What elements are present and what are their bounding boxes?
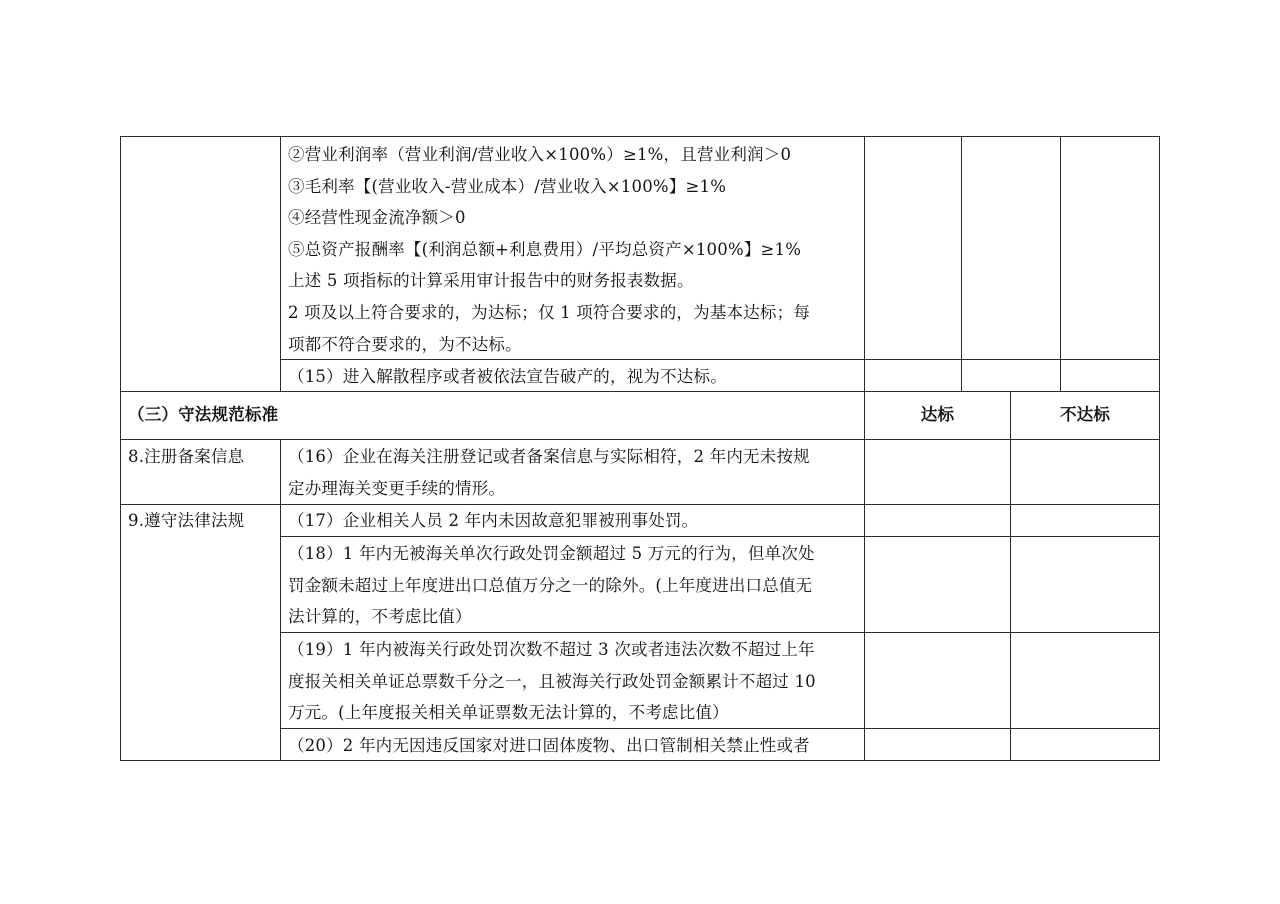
criterion-18-line: 罚金额未超过上年度进出口总值万分之一的除外。(上年度进出口总值无 [288, 575, 813, 595]
col-header-fail: 不达标 [1059, 405, 1111, 424]
criteria-line: 上述 5 项指标的计算采用审计报告中的财务报表数据。 [288, 271, 694, 291]
row-divider [120, 439, 1160, 440]
criterion-19-line: 度报关相关单证总票数千分之一，且被海关行政处罚金额累计不超过 10 [288, 671, 816, 691]
criterion-18-line: （18）1 年内无被海关单次行政处罚金额超过 5 万元的行为，但单次处 [288, 544, 815, 563]
criterion-18-line: 法计算的，不考虑比值） [288, 607, 472, 627]
col-header-pass: 达标 [920, 405, 955, 424]
table-right-border [1159, 136, 1160, 761]
criteria-line: 2 项及以上符合要求的，为达标；仅 1 项符合要求的，为基本达标；每 [288, 303, 811, 322]
item-label-9: 9.遵守法律法规 [128, 511, 245, 530]
criterion-19-line: （19）1 年内被海关行政处罚次数不超过 3 次或者违法次数不超过上年 [288, 640, 815, 659]
col-divider [280, 439, 281, 761]
col-divider [961, 136, 962, 392]
criteria-line: ③毛利率【(营业收入-营业成本）/营业收入×100%】≥1% [288, 176, 727, 196]
criterion-16-line: 定办理海关变更手续的情形。 [288, 479, 506, 498]
col-divider [1060, 136, 1061, 392]
col-divider [280, 136, 281, 392]
criterion-19-line: 万元。(上年度报关相关单证票数无法计算的，不考虑比值） [288, 703, 729, 723]
col-divider [864, 136, 865, 761]
criteria-line: 项都不符合要求的，为不达标。 [288, 334, 522, 354]
table-top-border [120, 136, 1160, 137]
criterion-15: （15）进入解散程序或者被依法宣告破产的，视为不达标。 [288, 367, 727, 386]
table-left-border [120, 136, 121, 761]
item-label-8: 8.注册备案信息 [128, 447, 245, 466]
criteria-line: ⑤总资产报酬率【(利润总额+利息费用）/平均总资产×100%】≥1% [288, 239, 802, 259]
criterion-16-line: （16）企业在海关注册登记或者备案信息与实际相符，2 年内无未按规 [288, 447, 810, 466]
section-title: （三）守法规范标准 [128, 405, 279, 424]
criterion-17: （17）企业相关人员 2 年内未因故意犯罪被刑事处罚。 [288, 511, 699, 530]
criteria-line: ④经营性现金流净额＞0 [288, 208, 466, 228]
criteria-line: ②营业利润率（营业利润/营业收入×100%）≥1%，且营业利润＞0 [288, 145, 792, 164]
col-divider [1010, 391, 1011, 761]
criterion-20: （20）2 年内无因违反国家对进口固体废物、出口管制相关禁止性或者 [288, 736, 810, 755]
